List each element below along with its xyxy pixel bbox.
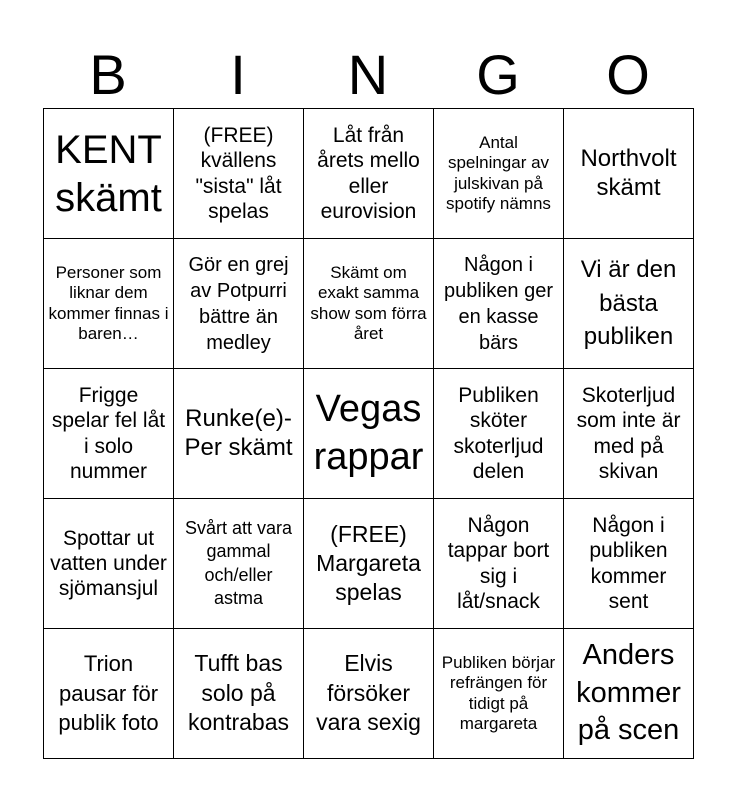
bingo-cell[interactable]: KENT skämt <box>44 109 174 239</box>
bingo-cell[interactable]: Runke(e)-Per skämt <box>174 369 304 499</box>
bingo-header <box>43 42 693 108</box>
bingo-cell[interactable]: Publiken sköter skoterljud delen <box>434 369 564 499</box>
bingo-row <box>44 109 694 239</box>
bingo-cell[interactable]: Skoterljud som inte är med på skivan <box>564 369 694 499</box>
bingo-grid <box>43 108 694 759</box>
bingo-row <box>44 629 694 759</box>
bingo-cell[interactable]: Låt från årets mello eller eurovision <box>304 109 434 239</box>
bingo-cell[interactable]: Gör en grej av Potpurri bättre än medley <box>174 239 304 369</box>
bingo-cell-free[interactable]: (FREE) kvällens "sista" låt spelas <box>174 109 304 239</box>
bingo-cell-free[interactable]: (FREE) Margareta spelas <box>304 499 434 629</box>
bingo-cell[interactable]: Northvolt skämt <box>564 109 694 239</box>
bingo-cell[interactable]: Publiken börjar refrängen för tidigt på margareta <box>434 629 564 759</box>
bingo-row <box>44 239 694 369</box>
bingo-cell[interactable]: Någon i publiken ger en kasse bärs <box>434 239 564 369</box>
bingo-cell[interactable]: Någon i publiken kommer sent <box>564 499 694 629</box>
bingo-cell[interactable]: Elvis försöker vara sexig <box>304 629 434 759</box>
bingo-cell[interactable]: Skämt om exakt samma show som förra året <box>304 239 434 369</box>
header-letter-i: I <box>230 43 246 106</box>
bingo-cell[interactable]: Personer som liknar dem kommer finnas i baren… <box>44 239 174 369</box>
bingo-cell[interactable]: Frigge spelar fel låt i solo nummer <box>44 369 174 499</box>
header-letter-b: B <box>89 43 127 106</box>
bingo-row <box>44 499 694 629</box>
bingo-cell[interactable]: Antal spelningar av julskivan på spotify nämns <box>434 109 564 239</box>
header-letter-g: G <box>476 43 520 106</box>
bingo-cell[interactable]: Anders kommer på scen <box>564 629 694 759</box>
bingo-cell[interactable]: Spottar ut vatten under sjömansjul <box>44 499 174 629</box>
bingo-cell[interactable]: Vi är den bästa publiken <box>564 239 694 369</box>
header-letter-n: N <box>347 43 389 106</box>
header-letter-o: O <box>606 43 650 106</box>
bingo-cell[interactable]: Någon tappar bort sig i låt/snack <box>434 499 564 629</box>
bingo-cell[interactable]: Tufft bas solo på kontrabas <box>174 629 304 759</box>
bingo-cell[interactable]: Svårt att vara gammal och/eller astma <box>174 499 304 629</box>
bingo-cell[interactable]: Trion pausar för publik foto <box>44 629 174 759</box>
bingo-row <box>44 369 694 499</box>
bingo-cell[interactable]: Vegas rappar <box>304 369 434 499</box>
